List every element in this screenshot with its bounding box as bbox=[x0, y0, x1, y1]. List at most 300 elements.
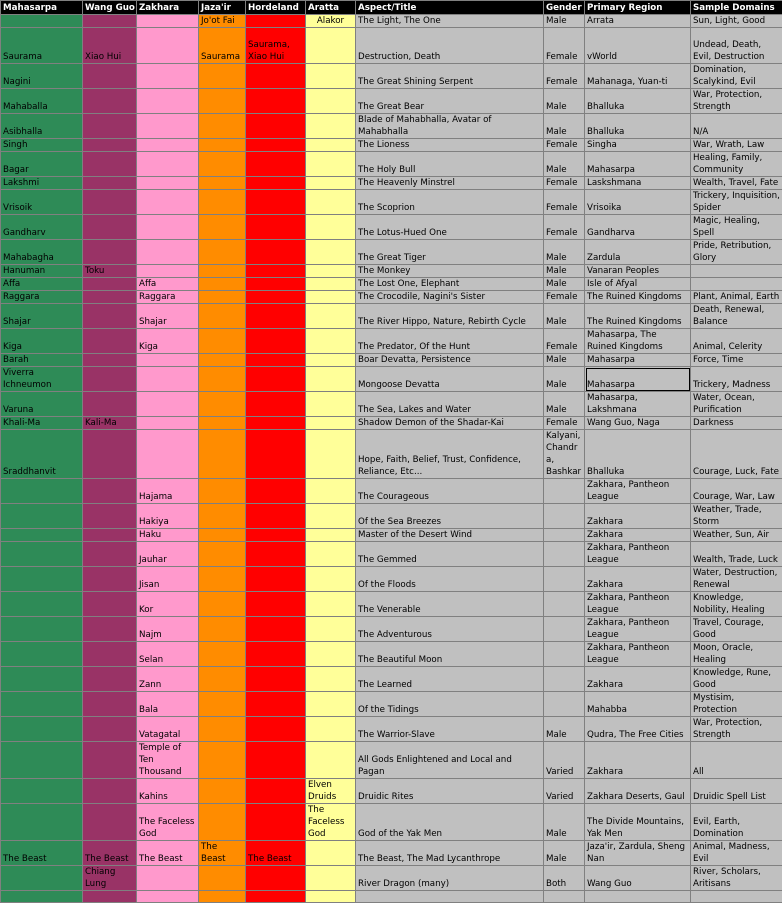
cell-zakhara[interactable]: Raggara bbox=[137, 291, 199, 304]
cell-sample-domains[interactable]: Knowledge, Nobility, Healing bbox=[691, 592, 782, 617]
cell-jazair[interactable] bbox=[199, 742, 246, 779]
cell-zakhara[interactable] bbox=[137, 430, 199, 479]
cell-aspect-title[interactable]: The Beautiful Moon bbox=[356, 642, 544, 667]
cell-sample-domains[interactable]: Mystisim, Protection bbox=[691, 692, 782, 717]
cell-primary-region[interactable]: Isle of Afyal bbox=[585, 278, 691, 291]
header-gender[interactable]: Gender bbox=[544, 1, 585, 15]
cell-zakhara[interactable]: The Faceless God bbox=[137, 804, 199, 841]
cell-sample-domains[interactable]: War, Wrath, Law bbox=[691, 139, 782, 152]
cell-hordeland[interactable]: Saurama, Xiao Hui bbox=[246, 28, 306, 64]
cell-jazair[interactable] bbox=[199, 114, 246, 139]
cell-aspect-title[interactable]: River Dragon (many) bbox=[356, 866, 544, 891]
cell-jazair[interactable] bbox=[199, 592, 246, 617]
cell-gender[interactable] bbox=[544, 542, 585, 567]
cell-gender[interactable] bbox=[544, 592, 585, 617]
cell-jazair[interactable] bbox=[199, 304, 246, 329]
cell-zakhara[interactable] bbox=[137, 177, 199, 190]
cell-jazair[interactable] bbox=[199, 278, 246, 291]
cell-primary-region[interactable]: Zakhara, Pantheon League bbox=[585, 592, 691, 617]
cell-mahasarpa[interactable] bbox=[1, 717, 83, 742]
cell-zakhara[interactable]: Haku bbox=[137, 529, 199, 542]
cell-aratta[interactable] bbox=[306, 392, 356, 417]
cell-aspect-title[interactable]: The Scoprion bbox=[356, 190, 544, 215]
cell-gender[interactable]: Male bbox=[544, 717, 585, 742]
cell-gender[interactable]: Male bbox=[544, 804, 585, 841]
cell-hordeland[interactable] bbox=[246, 542, 306, 567]
cell-mahasarpa[interactable] bbox=[1, 667, 83, 692]
cell-hordeland[interactable] bbox=[246, 417, 306, 430]
cell-sample-domains[interactable]: Evil, Earth, Domination bbox=[691, 804, 782, 841]
cell-aspect-title[interactable]: The Warrior-Slave bbox=[356, 717, 544, 742]
cell-primary-region[interactable]: Mahasarpa bbox=[585, 152, 691, 177]
cell-jazair[interactable] bbox=[199, 779, 246, 804]
cell-hordeland[interactable] bbox=[246, 278, 306, 291]
cell-wang-guo[interactable] bbox=[83, 240, 137, 265]
cell-zakhara[interactable]: Najm bbox=[137, 617, 199, 642]
cell-jazair[interactable] bbox=[199, 504, 246, 529]
cell-primary-region[interactable]: Bhalluka bbox=[585, 89, 691, 114]
cell-jazair[interactable]: The Beast bbox=[199, 841, 246, 866]
cell-aratta[interactable] bbox=[306, 114, 356, 139]
cell-gender[interactable]: Female bbox=[544, 28, 585, 64]
cell-mahasarpa[interactable]: Singh bbox=[1, 139, 83, 152]
cell-gender[interactable]: Male bbox=[544, 367, 585, 392]
cell-jazair[interactable] bbox=[199, 265, 246, 278]
cell-hordeland[interactable] bbox=[246, 567, 306, 592]
cell-sample-domains[interactable]: Healing, Family, Community bbox=[691, 152, 782, 177]
cell-mahasarpa[interactable]: Asibhalla bbox=[1, 114, 83, 139]
cell-sample-domains[interactable]: Wealth, Trade, Luck bbox=[691, 542, 782, 567]
cell-primary-region[interactable]: Zakhara bbox=[585, 567, 691, 592]
cell-wang-guo[interactable] bbox=[83, 804, 137, 841]
cell-aratta[interactable] bbox=[306, 265, 356, 278]
cell-zakhara[interactable]: Hajama bbox=[137, 479, 199, 504]
cell-aratta[interactable] bbox=[306, 529, 356, 542]
cell-aspect-title[interactable]: The Courageous bbox=[356, 479, 544, 504]
cell-wang-guo[interactable] bbox=[83, 190, 137, 215]
cell-mahasarpa[interactable] bbox=[1, 779, 83, 804]
cell-wang-guo[interactable] bbox=[83, 642, 137, 667]
cell-gender[interactable]: Kalyani, Chandra, Bashkar bbox=[544, 430, 585, 479]
cell-aspect-title[interactable]: Blade of Mahabhalla, Avatar of Mahabhalla bbox=[356, 114, 544, 139]
cell-mahasarpa[interactable]: Khali-Ma bbox=[1, 417, 83, 430]
cell-hordeland[interactable] bbox=[246, 617, 306, 642]
cell-aratta[interactable] bbox=[306, 479, 356, 504]
cell-zakhara[interactable]: Selan bbox=[137, 642, 199, 667]
cell-jazair[interactable] bbox=[199, 542, 246, 567]
cell-jazair[interactable] bbox=[199, 367, 246, 392]
cell-wang-guo[interactable] bbox=[83, 717, 137, 742]
cell-primary-region[interactable]: Wang Guo bbox=[585, 866, 691, 891]
cell-aratta[interactable] bbox=[306, 542, 356, 567]
cell-jazair[interactable] bbox=[199, 804, 246, 841]
cell-hordeland[interactable] bbox=[246, 329, 306, 354]
cell-gender[interactable] bbox=[544, 667, 585, 692]
cell-aspect-title[interactable]: The River Hippo, Nature, Rebirth Cycle bbox=[356, 304, 544, 329]
cell-aratta[interactable] bbox=[306, 717, 356, 742]
cell-mahasarpa[interactable]: Nagini bbox=[1, 64, 83, 89]
cell-wang-guo[interactable] bbox=[83, 215, 137, 240]
cell-wang-guo[interactable] bbox=[83, 177, 137, 190]
cell-gender[interactable] bbox=[544, 479, 585, 504]
cell-jazair[interactable] bbox=[199, 392, 246, 417]
cell-primary-region[interactable] bbox=[585, 891, 691, 903]
cell-gender[interactable]: Male bbox=[544, 152, 585, 177]
cell-zakhara[interactable] bbox=[137, 367, 199, 392]
cell-primary-region[interactable]: The Ruined Kingdoms bbox=[585, 304, 691, 329]
cell-mahasarpa[interactable]: Lakshmi bbox=[1, 177, 83, 190]
cell-aratta[interactable] bbox=[306, 291, 356, 304]
cell-zakhara[interactable]: Zann bbox=[137, 667, 199, 692]
cell-jazair[interactable] bbox=[199, 891, 246, 903]
cell-hordeland[interactable] bbox=[246, 190, 306, 215]
cell-aratta[interactable] bbox=[306, 866, 356, 891]
cell-wang-guo[interactable] bbox=[83, 542, 137, 567]
cell-zakhara[interactable]: Hakiya bbox=[137, 504, 199, 529]
cell-jazair[interactable] bbox=[199, 64, 246, 89]
cell-jazair[interactable] bbox=[199, 291, 246, 304]
cell-primary-region[interactable]: Zakhara Deserts, Gaul bbox=[585, 779, 691, 804]
header-sample-domains[interactable]: Sample Domains bbox=[691, 1, 782, 15]
cell-zakhara[interactable]: Affa bbox=[137, 278, 199, 291]
cell-aspect-title[interactable]: Shadow Demon of the Shadar-Kai bbox=[356, 417, 544, 430]
cell-wang-guo[interactable] bbox=[83, 742, 137, 779]
cell-wang-guo[interactable] bbox=[83, 354, 137, 367]
cell-hordeland[interactable] bbox=[246, 430, 306, 479]
cell-wang-guo[interactable] bbox=[83, 152, 137, 177]
cell-mahasarpa[interactable] bbox=[1, 567, 83, 592]
cell-aspect-title[interactable]: Of the Tidings bbox=[356, 692, 544, 717]
cell-aratta[interactable] bbox=[306, 139, 356, 152]
cell-aspect-title[interactable]: Hope, Faith, Belief, Trust, Confidence, Reliance, Etc... bbox=[356, 430, 544, 479]
cell-mahasarpa[interactable]: Varuna bbox=[1, 392, 83, 417]
cell-sample-domains[interactable]: Druidic Spell List bbox=[691, 779, 782, 804]
cell-aratta[interactable] bbox=[306, 329, 356, 354]
cell-wang-guo[interactable] bbox=[83, 278, 137, 291]
cell-aspect-title[interactable]: The Adventurous bbox=[356, 617, 544, 642]
cell-wang-guo[interactable] bbox=[83, 15, 137, 28]
cell-mahasarpa[interactable]: Bagar bbox=[1, 152, 83, 177]
cell-mahasarpa[interactable]: Raggara bbox=[1, 291, 83, 304]
cell-aratta[interactable] bbox=[306, 64, 356, 89]
cell-mahasarpa[interactable]: Mahabagha bbox=[1, 240, 83, 265]
cell-hordeland[interactable] bbox=[246, 265, 306, 278]
cell-zakhara[interactable] bbox=[137, 866, 199, 891]
cell-sample-domains[interactable]: Weather, Trade, Storm bbox=[691, 504, 782, 529]
cell-mahasarpa[interactable] bbox=[1, 592, 83, 617]
cell-wang-guo[interactable]: Toku bbox=[83, 265, 137, 278]
cell-zakhara[interactable] bbox=[137, 392, 199, 417]
cell-primary-region[interactable]: vWorld bbox=[585, 28, 691, 64]
cell-aspect-title[interactable]: The Beast, The Mad Lycanthrope bbox=[356, 841, 544, 866]
cell-aspect-title[interactable]: All Gods Enlightened and Local and Pagan bbox=[356, 742, 544, 779]
cell-sample-domains[interactable] bbox=[691, 891, 782, 903]
cell-aratta[interactable] bbox=[306, 841, 356, 866]
cell-gender[interactable]: Male bbox=[544, 15, 585, 28]
cell-jazair[interactable]: Jo'ot Fai bbox=[199, 15, 246, 28]
cell-aspect-title[interactable]: God of the Yak Men bbox=[356, 804, 544, 841]
cell-mahasarpa[interactable] bbox=[1, 504, 83, 529]
cell-wang-guo[interactable] bbox=[83, 114, 137, 139]
cell-sample-domains[interactable]: War, Protection, Strength bbox=[691, 89, 782, 114]
cell-hordeland[interactable] bbox=[246, 866, 306, 891]
cell-aspect-title[interactable]: Mongoose Devatta bbox=[356, 367, 544, 392]
cell-mahasarpa[interactable]: Mahaballa bbox=[1, 89, 83, 114]
cell-aratta[interactable] bbox=[306, 367, 356, 392]
cell-aspect-title[interactable]: Boar Devatta, Persistence bbox=[356, 354, 544, 367]
cell-mahasarpa[interactable] bbox=[1, 15, 83, 28]
cell-gender[interactable]: Female bbox=[544, 329, 585, 354]
cell-jazair[interactable] bbox=[199, 240, 246, 265]
cell-zakhara[interactable] bbox=[137, 354, 199, 367]
cell-jazair[interactable] bbox=[199, 417, 246, 430]
cell-aratta[interactable] bbox=[306, 567, 356, 592]
cell-zakhara[interactable]: Kiga bbox=[137, 329, 199, 354]
cell-aratta[interactable] bbox=[306, 417, 356, 430]
cell-gender[interactable]: Male bbox=[544, 89, 585, 114]
cell-aratta[interactable] bbox=[306, 240, 356, 265]
cell-wang-guo[interactable] bbox=[83, 504, 137, 529]
cell-jazair[interactable] bbox=[199, 617, 246, 642]
cell-hordeland[interactable] bbox=[246, 529, 306, 542]
cell-aspect-title[interactable]: Master of the Desert Wind bbox=[356, 529, 544, 542]
cell-mahasarpa[interactable]: Barah bbox=[1, 354, 83, 367]
cell-aratta[interactable] bbox=[306, 89, 356, 114]
cell-zakhara[interactable] bbox=[137, 891, 199, 903]
cell-primary-region[interactable]: Zakhara bbox=[585, 529, 691, 542]
cell-gender[interactable]: Female bbox=[544, 64, 585, 89]
cell-jazair[interactable] bbox=[199, 667, 246, 692]
cell-jazair[interactable] bbox=[199, 430, 246, 479]
cell-primary-region[interactable]: Vrisoika bbox=[585, 190, 691, 215]
cell-primary-region[interactable]: Mahanaga, Yuan-ti bbox=[585, 64, 691, 89]
cell-primary-region[interactable]: Zardula bbox=[585, 240, 691, 265]
cell-zakhara[interactable] bbox=[137, 240, 199, 265]
cell-hordeland[interactable] bbox=[246, 304, 306, 329]
cell-wang-guo[interactable]: Xiao Hui bbox=[83, 28, 137, 64]
cell-hordeland[interactable] bbox=[246, 891, 306, 903]
cell-hordeland[interactable] bbox=[246, 240, 306, 265]
cell-sample-domains[interactable]: Darkness bbox=[691, 417, 782, 430]
cell-aratta[interactable] bbox=[306, 504, 356, 529]
cell-jazair[interactable] bbox=[199, 177, 246, 190]
cell-aratta[interactable] bbox=[306, 152, 356, 177]
cell-sample-domains[interactable]: N/A bbox=[691, 114, 782, 139]
cell-aratta[interactable] bbox=[306, 742, 356, 779]
cell-sample-domains[interactable]: Trickery, Madness bbox=[691, 367, 782, 392]
cell-wang-guo[interactable]: Kali-Ma bbox=[83, 417, 137, 430]
cell-hordeland[interactable]: The Beast bbox=[246, 841, 306, 866]
cell-aspect-title[interactable]: The Lotus-Hued One bbox=[356, 215, 544, 240]
cell-hordeland[interactable] bbox=[246, 291, 306, 304]
cell-jazair[interactable] bbox=[199, 329, 246, 354]
cell-gender[interactable]: Female bbox=[544, 215, 585, 240]
cell-aspect-title[interactable]: The Learned bbox=[356, 667, 544, 692]
cell-hordeland[interactable] bbox=[246, 642, 306, 667]
cell-sample-domains[interactable]: Death, Renewal, Balance bbox=[691, 304, 782, 329]
cell-aspect-title[interactable]: Of the Floods bbox=[356, 567, 544, 592]
cell-aratta[interactable] bbox=[306, 430, 356, 479]
cell-zakhara[interactable]: The Beast bbox=[137, 841, 199, 866]
cell-aratta[interactable] bbox=[306, 278, 356, 291]
header-jazair[interactable]: Jaza'ir bbox=[199, 1, 246, 15]
cell-primary-region[interactable]: Mahasarpa bbox=[585, 354, 691, 367]
cell-wang-guo[interactable] bbox=[83, 89, 137, 114]
cell-zakhara[interactable] bbox=[137, 152, 199, 177]
cell-mahasarpa[interactable] bbox=[1, 617, 83, 642]
cell-wang-guo[interactable] bbox=[83, 667, 137, 692]
cell-aspect-title[interactable]: The Gemmed bbox=[356, 542, 544, 567]
cell-primary-region[interactable]: Wang Guo, Naga bbox=[585, 417, 691, 430]
cell-mahasarpa[interactable]: Vrisoik bbox=[1, 190, 83, 215]
cell-wang-guo[interactable] bbox=[83, 304, 137, 329]
cell-aratta[interactable]: Elven Druids bbox=[306, 779, 356, 804]
cell-wang-guo[interactable] bbox=[83, 779, 137, 804]
cell-zakhara[interactable]: Kahins bbox=[137, 779, 199, 804]
cell-zakhara[interactable]: Jisan bbox=[137, 567, 199, 592]
cell-hordeland[interactable] bbox=[246, 479, 306, 504]
cell-mahasarpa[interactable]: Gandharv bbox=[1, 215, 83, 240]
cell-primary-region[interactable]: Zakhara bbox=[585, 504, 691, 529]
cell-sample-domains[interactable]: Undead, Death, Evil, Destruction bbox=[691, 28, 782, 64]
cell-mahasarpa[interactable] bbox=[1, 866, 83, 891]
cell-gender[interactable]: Female bbox=[544, 291, 585, 304]
cell-hordeland[interactable] bbox=[246, 779, 306, 804]
cell-aspect-title[interactable]: The Lost One, Elephant bbox=[356, 278, 544, 291]
cell-zakhara[interactable] bbox=[137, 89, 199, 114]
cell-mahasarpa[interactable]: Saurama bbox=[1, 28, 83, 64]
cell-sample-domains[interactable]: Domination, Scalykind, Evil bbox=[691, 64, 782, 89]
cell-sample-domains[interactable]: Plant, Animal, Earth bbox=[691, 291, 782, 304]
cell-primary-region[interactable]: The Divide Mountains, Yak Men bbox=[585, 804, 691, 841]
cell-mahasarpa[interactable] bbox=[1, 529, 83, 542]
cell-primary-region[interactable]: Zakhara bbox=[585, 742, 691, 779]
cell-wang-guo[interactable] bbox=[83, 64, 137, 89]
cell-wang-guo[interactable] bbox=[83, 692, 137, 717]
header-primary-region[interactable]: Primary Region bbox=[585, 1, 691, 15]
cell-aratta[interactable] bbox=[306, 354, 356, 367]
cell-aspect-title[interactable]: Destruction, Death bbox=[356, 28, 544, 64]
cell-primary-region[interactable]: The Ruined Kingdoms bbox=[585, 291, 691, 304]
cell-primary-region[interactable]: Bhalluka bbox=[585, 430, 691, 479]
cell-sample-domains[interactable]: All bbox=[691, 742, 782, 779]
cell-mahasarpa[interactable] bbox=[1, 542, 83, 567]
cell-aspect-title[interactable]: The Sea, Lakes and Water bbox=[356, 392, 544, 417]
cell-aspect-title[interactable]: Of the Sea Breezes bbox=[356, 504, 544, 529]
cell-primary-region[interactable]: Jaza'ir, Zardula, Sheng Nan bbox=[585, 841, 691, 866]
cell-wang-guo[interactable] bbox=[83, 430, 137, 479]
cell-jazair[interactable] bbox=[199, 152, 246, 177]
cell-zakhara[interactable] bbox=[137, 64, 199, 89]
cell-aratta[interactable] bbox=[306, 617, 356, 642]
cell-aratta[interactable] bbox=[306, 28, 356, 64]
cell-jazair[interactable] bbox=[199, 190, 246, 215]
cell-aratta[interactable] bbox=[306, 667, 356, 692]
cell-mahasarpa[interactable]: Shajar bbox=[1, 304, 83, 329]
cell-primary-region[interactable]: Mahasarpa, Lakshmana bbox=[585, 392, 691, 417]
cell-wang-guo[interactable] bbox=[83, 567, 137, 592]
cell-sample-domains[interactable]: Animal, Madness, Evil bbox=[691, 841, 782, 866]
cell-mahasarpa[interactable]: Kiga bbox=[1, 329, 83, 354]
cell-hordeland[interactable] bbox=[246, 804, 306, 841]
cell-aspect-title[interactable]: The Monkey bbox=[356, 265, 544, 278]
cell-aratta[interactable] bbox=[306, 891, 356, 903]
cell-zakhara[interactable] bbox=[137, 15, 199, 28]
cell-hordeland[interactable] bbox=[246, 504, 306, 529]
cell-mahasarpa[interactable] bbox=[1, 742, 83, 779]
cell-mahasarpa[interactable] bbox=[1, 804, 83, 841]
cell-primary-region[interactable]: Bhalluka bbox=[585, 114, 691, 139]
cell-primary-region[interactable]: Arrata bbox=[585, 15, 691, 28]
cell-primary-region[interactable]: Zakhara, Pantheon League bbox=[585, 642, 691, 667]
cell-aspect-title[interactable]: The Light, The One bbox=[356, 15, 544, 28]
cell-primary-region[interactable]: Zakhara, Pantheon League bbox=[585, 479, 691, 504]
cell-hordeland[interactable] bbox=[246, 89, 306, 114]
cell-mahasarpa[interactable] bbox=[1, 692, 83, 717]
header-wang-guo[interactable]: Wang Guo bbox=[83, 1, 137, 15]
cell-wang-guo[interactable] bbox=[83, 529, 137, 542]
cell-zakhara[interactable]: Vatagatal bbox=[137, 717, 199, 742]
cell-mahasarpa[interactable]: Sraddhanvit bbox=[1, 430, 83, 479]
cell-hordeland[interactable] bbox=[246, 64, 306, 89]
cell-gender[interactable]: Male bbox=[544, 278, 585, 291]
cell-zakhara[interactable]: Temple of Ten Thousand bbox=[137, 742, 199, 779]
cell-mahasarpa[interactable] bbox=[1, 642, 83, 667]
cell-gender[interactable] bbox=[544, 642, 585, 667]
cell-hordeland[interactable] bbox=[246, 592, 306, 617]
cell-jazair[interactable] bbox=[199, 866, 246, 891]
cell-hordeland[interactable] bbox=[246, 15, 306, 28]
cell-aratta[interactable] bbox=[306, 304, 356, 329]
cell-jazair[interactable]: Saurama bbox=[199, 28, 246, 64]
cell-primary-region[interactable]: Vanaran Peoples bbox=[585, 265, 691, 278]
cell-jazair[interactable] bbox=[199, 139, 246, 152]
cell-sample-domains[interactable]: Sun, Light, Good bbox=[691, 15, 782, 28]
cell-gender[interactable]: Male bbox=[544, 392, 585, 417]
cell-sample-domains[interactable]: Water, Destruction, Renewal bbox=[691, 567, 782, 592]
cell-sample-domains[interactable]: Wealth, Travel, Fate bbox=[691, 177, 782, 190]
cell-sample-domains[interactable]: Courage, Luck, Fate bbox=[691, 430, 782, 479]
cell-jazair[interactable] bbox=[199, 89, 246, 114]
cell-aspect-title[interactable]: The Predator, Of the Hunt bbox=[356, 329, 544, 354]
cell-gender[interactable]: Male bbox=[544, 354, 585, 367]
cell-hordeland[interactable] bbox=[246, 152, 306, 177]
cell-gender[interactable]: Male bbox=[544, 240, 585, 265]
cell-sample-domains[interactable]: Courage, War, Law bbox=[691, 479, 782, 504]
cell-wang-guo[interactable] bbox=[83, 617, 137, 642]
cell-wang-guo[interactable] bbox=[83, 367, 137, 392]
cell-primary-region[interactable]: Zakhara, Pantheon League bbox=[585, 617, 691, 642]
cell-aspect-title[interactable]: Druidic Rites bbox=[356, 779, 544, 804]
cell-aratta[interactable]: Alakor bbox=[306, 15, 356, 28]
cell-aratta[interactable] bbox=[306, 177, 356, 190]
cell-jazair[interactable] bbox=[199, 479, 246, 504]
cell-aspect-title[interactable]: The Great Shining Serpent bbox=[356, 64, 544, 89]
cell-hordeland[interactable] bbox=[246, 717, 306, 742]
cell-gender[interactable]: Female bbox=[544, 190, 585, 215]
cell-aspect-title[interactable] bbox=[356, 891, 544, 903]
cell-gender[interactable]: Female bbox=[544, 139, 585, 152]
cell-aspect-title[interactable]: The Lioness bbox=[356, 139, 544, 152]
cell-hordeland[interactable] bbox=[246, 215, 306, 240]
cell-gender[interactable] bbox=[544, 891, 585, 903]
cell-primary-region[interactable]: Mahasarpa, The Ruined Kingdoms bbox=[585, 329, 691, 354]
cell-sample-domains[interactable]: River, Scholars, Aritisans bbox=[691, 866, 782, 891]
cell-wang-guo[interactable] bbox=[83, 139, 137, 152]
cell-sample-domains[interactable]: Magic, Healing, Spell bbox=[691, 215, 782, 240]
header-mahasarpa[interactable]: Mahasarpa bbox=[1, 1, 83, 15]
cell-jazair[interactable] bbox=[199, 215, 246, 240]
